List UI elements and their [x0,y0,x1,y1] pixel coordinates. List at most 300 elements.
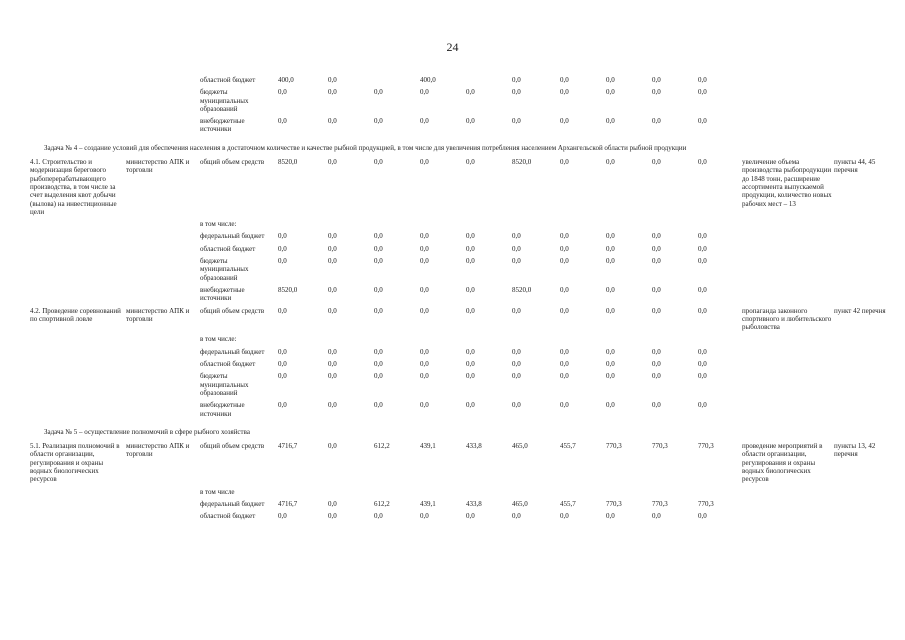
value-cell: 0,0 [512,360,521,369]
activity-cell [30,348,126,360]
value-cell: 0,0 [652,306,661,315]
value-cell: 0,0 [466,401,475,410]
value-cell: 0,0 [328,401,337,410]
value-cell [326,335,372,347]
value-cell [276,220,326,232]
reference-cell [834,88,898,117]
value-cell: 0,0 [560,401,569,410]
value-cell: 0,0 [560,347,569,356]
value-cell: 455,7 [560,442,576,451]
value-cell: 0,0 [374,158,383,167]
value-cell: 770,3 [606,442,622,451]
value-cell: 0,0 [606,347,615,356]
value-cell [464,76,510,88]
funding-source-cell: областной бюджет [200,512,256,521]
value-cell: 0,0 [374,347,383,356]
value-cell: 0,0 [420,88,429,97]
value-cell [372,76,418,88]
value-cell: 0,0 [652,158,661,167]
executor-cell [126,360,200,372]
value-cell [510,335,558,347]
value-cell: 0,0 [512,76,521,84]
reference-cell: пункт 42 перечня [834,306,886,315]
result-cell [742,360,834,372]
value-cell: 0,0 [606,512,615,521]
reference-cell [834,360,898,372]
value-cell: 0,0 [698,306,707,315]
value-cell: 0,0 [652,244,661,253]
value-cell: 0,0 [512,244,521,253]
value-cell: 612,2 [374,499,390,508]
value-cell: 0,0 [466,360,475,369]
activity-cell [30,335,126,347]
table-row [30,307,898,336]
value-cell: 0,0 [374,88,383,97]
value-cell: 439,1 [420,499,436,508]
value-cell: 0,0 [512,347,521,356]
value-cell [372,335,418,347]
value-cell: 0,0 [328,285,337,294]
value-cell: 0,0 [328,347,337,356]
activity-cell [30,360,126,372]
executor-cell [126,88,200,117]
result-cell [742,500,834,512]
value-cell: 0,0 [512,372,521,381]
funding-source-cell: общий объем средств [200,158,265,167]
table-row [30,158,898,220]
activity-cell: 4.2. Проведение соревнований по спортивной ловле [30,306,121,323]
value-cell: 0,0 [698,512,707,521]
value-cell: 0,0 [278,372,287,381]
value-cell: 770,3 [652,499,668,508]
executor-cell: министерство АПК и торговли [126,306,190,323]
executor-cell [126,220,200,232]
value-cell: 770,3 [698,499,714,508]
value-cell: 0,0 [560,306,569,315]
reference-cell [834,488,898,500]
value-cell: 0,0 [420,244,429,253]
reference-cell [834,117,898,138]
value-cell: 0,0 [698,360,707,369]
activity-cell [30,88,126,117]
value-cell: 0,0 [606,306,615,315]
reference-cell [834,245,898,257]
value-cell [510,488,558,500]
value-cell [326,488,372,500]
result-cell [742,245,834,257]
value-cell: 0,0 [698,401,707,410]
value-cell: 0,0 [560,257,569,266]
value-cell: 0,0 [466,257,475,266]
result-cell [742,348,834,360]
result-cell [742,286,834,307]
value-cell: 0,0 [328,499,337,508]
executor-cell [126,117,200,138]
value-cell: 439,1 [420,442,436,451]
value-cell: 0,0 [466,117,475,126]
activity-cell [30,76,126,88]
value-cell: 0,0 [278,347,287,356]
value-cell: 0,0 [374,117,383,126]
value-cell: 0,0 [374,372,383,381]
activity-cell [30,117,126,138]
table-row [30,401,898,422]
table-row [30,335,898,347]
value-cell: 0,0 [466,232,475,241]
value-cell: 0,0 [652,512,661,521]
value-cell: 0,0 [512,232,521,241]
value-cell: 0,0 [560,285,569,294]
value-cell: 455,7 [560,499,576,508]
value-cell: 0,0 [698,285,707,294]
table-row [30,372,898,401]
reference-cell [834,500,898,512]
value-cell: 770,3 [698,442,714,451]
result-cell [742,117,834,138]
value-cell: 0,0 [512,257,521,266]
reference-cell [834,286,898,307]
result-cell [742,372,834,401]
value-cell: 0,0 [512,88,521,97]
value-cell: 8520,0 [512,285,532,294]
value-cell [604,488,650,500]
executor-cell: министерство АПК и торговли [126,442,190,459]
funding-source-cell: в том числе: [200,335,237,344]
value-cell: 0,0 [374,285,383,294]
value-cell: 0,0 [606,117,615,126]
value-cell: 0,0 [374,512,383,521]
value-cell: 4716,7 [278,499,298,508]
result-cell: пропаганда законного спортивного и любительского рыболовства [742,306,832,332]
value-cell [372,220,418,232]
result-cell [742,335,834,347]
value-cell: 0,0 [606,244,615,253]
result-cell: увеличение объема производства рыбопродукции до 1848 тонн, расширение ассортимента выпускаемой продукции, количество новых рабочих мест – 13 [742,158,832,208]
task-heading: Задача № 4 – создание условий для обеспечения населения в достаточном количестве и качестве рыбной продукцией, в том числе для увеличения потребления населением Архангельской области рыбной продукции [44,143,687,152]
executor-cell [126,76,200,88]
value-cell: 465,0 [512,442,528,451]
executor-cell [126,232,200,244]
funding-source-cell: внебюджетные источники [200,401,245,418]
table-row [30,88,898,117]
executor-cell [126,348,200,360]
value-cell: 0,0 [466,372,475,381]
value-cell: 0,0 [698,232,707,241]
activity-cell [30,372,126,401]
reference-cell [834,512,898,524]
value-cell [650,220,696,232]
value-cell: 0,0 [698,117,707,126]
value-cell [650,488,696,500]
value-cell [464,488,510,500]
value-cell: 0,0 [606,285,615,294]
funding-source-cell: бюджеты муниципальных образований [200,88,249,113]
value-cell: 8520,0 [278,158,298,167]
value-cell: 0,0 [328,232,337,241]
value-cell [510,220,558,232]
value-cell: 0,0 [420,117,429,126]
value-cell: 0,0 [606,257,615,266]
value-cell: 0,0 [328,442,337,451]
value-cell: 8520,0 [512,158,532,167]
table-row [30,220,898,232]
value-cell [418,488,464,500]
value-cell: 0,0 [374,257,383,266]
activity-cell [30,488,126,500]
reference-cell [834,372,898,401]
activity-cell [30,257,126,286]
funding-source-cell: внебюджетные источники [200,285,245,303]
table-row [30,488,898,500]
value-cell: 770,3 [606,499,622,508]
value-cell: 0,0 [560,244,569,253]
executor-cell [126,512,200,524]
executor-cell [126,401,200,422]
value-cell: 0,0 [652,117,661,126]
value-cell: 0,0 [278,257,287,266]
value-cell: 0,0 [374,401,383,410]
funding-source-cell: в том числе [200,487,235,496]
reference-cell [834,401,898,422]
value-cell: 0,0 [278,401,287,410]
value-cell: 0,0 [466,158,475,167]
value-cell: 0,0 [328,257,337,266]
result-cell [742,401,834,422]
value-cell: 0,0 [328,372,337,381]
value-cell: 0,0 [698,244,707,253]
activity-cell [30,220,126,232]
task-heading-row [30,138,898,158]
value-cell: 0,0 [278,88,287,97]
activity-cell: 4.1. Строительство и модернизация берегового рыбоперерабатывающего производства, в том числе за счет выделения квот добычи (вылова) на инвестиционные цели [30,158,117,216]
reference-cell: пункты 44, 45 перечня [834,158,876,175]
executor-cell [126,245,200,257]
page-number: 24 [446,40,459,54]
result-cell [742,512,834,524]
value-cell: 433,8 [466,499,482,508]
executor-cell [126,335,200,347]
executor-cell [126,372,200,401]
value-cell: 0,0 [698,88,707,97]
reference-cell [834,232,898,244]
value-cell: 0,0 [374,360,383,369]
value-cell: 0,0 [374,306,383,315]
value-cell: 0,0 [606,360,615,369]
reference-cell: пункты 13, 42 перечня [834,442,876,459]
table-row [30,257,898,286]
value-cell: 0,0 [328,512,337,521]
value-cell: 0,0 [698,347,707,356]
value-cell: 0,0 [560,232,569,241]
value-cell [558,220,604,232]
value-cell: 0,0 [420,512,429,521]
reference-cell [834,76,898,88]
value-cell: 0,0 [560,372,569,381]
value-cell: 0,0 [328,306,337,315]
reference-cell [834,348,898,360]
funding-source-cell: областной бюджет [200,76,256,84]
value-cell [464,220,510,232]
value-cell: 0,0 [328,76,337,84]
value-cell [650,335,696,347]
task-heading-row [30,422,898,442]
funding-source-cell: в том числе: [200,220,237,229]
value-cell: 400,0 [420,76,436,84]
table-row [30,348,898,360]
value-cell: 0,0 [698,257,707,266]
value-cell [418,220,464,232]
funding-source-cell: бюджеты муниципальных образований [200,372,249,397]
value-cell: 0,0 [278,306,287,315]
value-cell: 400,0 [278,76,294,84]
value-cell: 0,0 [560,158,569,167]
value-cell [604,220,650,232]
value-cell: 8520,0 [278,285,298,294]
value-cell: 0,0 [466,285,475,294]
value-cell: 0,0 [420,360,429,369]
value-cell: 0,0 [374,244,383,253]
value-cell: 0,0 [652,347,661,356]
value-cell: 0,0 [466,512,475,521]
value-cell: 0,0 [278,117,287,126]
value-cell: 0,0 [278,360,287,369]
result-cell [742,232,834,244]
funding-source-cell: областной бюджет [200,244,256,253]
value-cell: 0,0 [466,244,475,253]
value-cell: 0,0 [606,232,615,241]
result-cell [742,257,834,286]
value-cell: 0,0 [560,360,569,369]
value-cell: 0,0 [512,306,521,315]
activity-cell [30,401,126,422]
value-cell: 0,0 [512,401,521,410]
table-row [30,360,898,372]
value-cell: 0,0 [328,117,337,126]
value-cell: 0,0 [560,76,569,84]
value-cell: 0,0 [606,88,615,97]
value-cell: 0,0 [606,158,615,167]
table-row [30,76,898,88]
value-cell: 0,0 [652,360,661,369]
value-cell: 0,0 [652,232,661,241]
value-cell: 0,0 [328,360,337,369]
value-cell [696,488,742,500]
value-cell [558,488,604,500]
value-cell: 0,0 [698,76,707,84]
value-cell: 770,3 [652,442,668,451]
value-cell: 0,0 [652,257,661,266]
activity-cell [30,286,126,307]
value-cell: 0,0 [560,88,569,97]
table-row [30,500,898,512]
funding-source-cell: федеральный бюджет [200,232,265,241]
value-cell [326,220,372,232]
value-cell: 0,0 [698,372,707,381]
funding-source-cell: федеральный бюджет [200,499,265,508]
value-cell: 0,0 [512,512,521,521]
executor-cell: министерство АПК и торговли [126,158,190,175]
value-cell: 0,0 [652,401,661,410]
activity-cell [30,512,126,524]
result-cell [742,76,834,88]
value-cell: 0,0 [652,285,661,294]
activity-cell: 5.1. Реализация полномочий в области организации, регулирования и охраны водных биологических ресурсов [30,442,120,484]
program-table [30,76,898,524]
value-cell: 0,0 [466,347,475,356]
value-cell: 0,0 [652,76,661,84]
value-cell [558,335,604,347]
value-cell: 0,0 [328,88,337,97]
value-cell [464,335,510,347]
funding-source-cell: общий объем средств [200,442,265,451]
value-cell: 0,0 [420,372,429,381]
funding-source-cell: общий объем средств [200,306,265,315]
value-cell: 0,0 [420,257,429,266]
table-row [30,286,898,307]
value-cell: 0,0 [328,244,337,253]
value-cell: 0,0 [278,244,287,253]
value-cell: 465,0 [512,499,528,508]
value-cell: 0,0 [698,158,707,167]
reference-cell [834,335,898,347]
value-cell: 0,0 [420,306,429,315]
table-body [30,76,898,524]
value-cell: 0,0 [466,88,475,97]
executor-cell [126,286,200,307]
executor-cell [126,257,200,286]
activity-cell [30,500,126,512]
table-row [30,117,898,138]
funding-source-cell: внебюджетные источники [200,117,245,134]
table-row [30,245,898,257]
value-cell: 0,0 [466,306,475,315]
value-cell: 0,0 [606,76,615,84]
result-cell: проведение мероприятий в области организации, регулирования и охраны водных биологических ресурсов [742,442,823,484]
funding-source-cell: федеральный бюджет [200,347,265,356]
table-row [30,232,898,244]
activity-cell [30,232,126,244]
value-cell: 0,0 [560,512,569,521]
value-cell: 0,0 [652,372,661,381]
reference-cell [834,220,898,232]
value-cell: 0,0 [560,117,569,126]
value-cell [696,335,742,347]
value-cell: 0,0 [420,158,429,167]
value-cell: 0,0 [420,232,429,241]
value-cell [604,335,650,347]
funding-source-cell: областной бюджет [200,360,256,369]
result-cell [742,220,834,232]
funding-source-cell: бюджеты муниципальных образований [200,257,249,282]
value-cell: 0,0 [606,401,615,410]
value-cell: 612,2 [374,442,390,451]
value-cell: 0,0 [652,88,661,97]
activity-cell [30,245,126,257]
executor-cell [126,500,200,512]
value-cell: 4716,7 [278,442,298,451]
executor-cell [126,488,200,500]
task-heading: Задача № 5 – осуществление полномочий в сфере рыбного хозяйства [44,427,250,436]
value-cell: 0,0 [606,372,615,381]
reference-cell [834,257,898,286]
value-cell [276,488,326,500]
value-cell: 0,0 [374,232,383,241]
value-cell: 0,0 [420,347,429,356]
table-row [30,512,898,524]
value-cell: 0,0 [278,512,287,521]
value-cell [696,220,742,232]
value-cell: 0,0 [278,232,287,241]
